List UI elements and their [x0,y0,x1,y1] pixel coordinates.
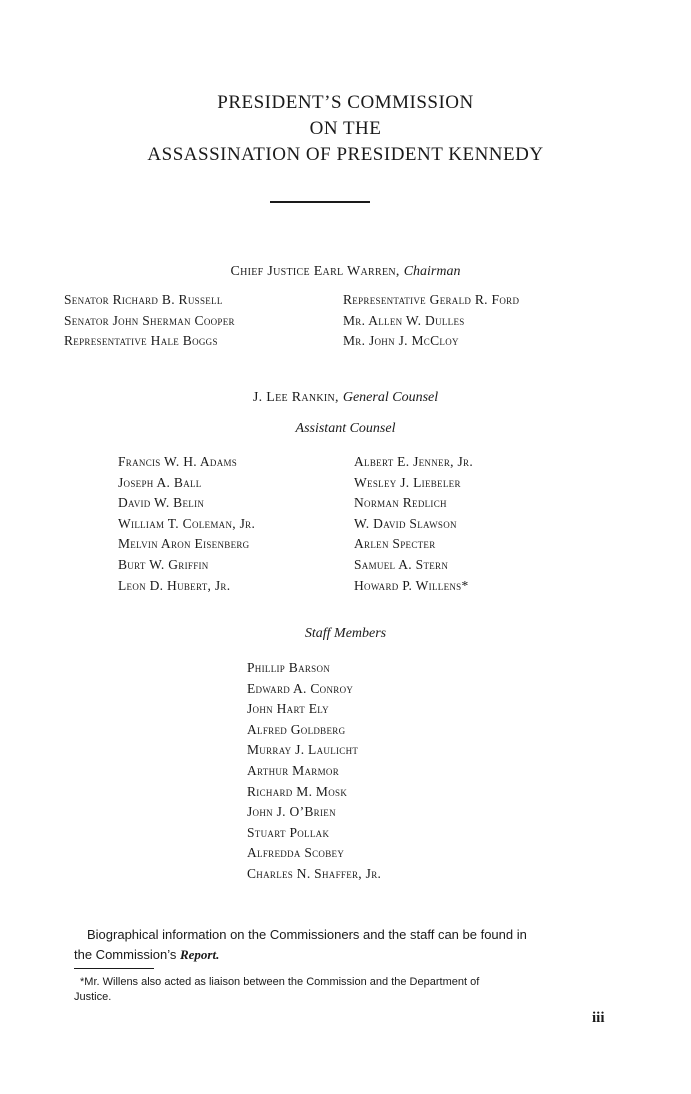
assistant-counsel-member: Howard P. Willens* [354,577,469,593]
biographical-note-line-1: Biographical information on the Commissioners and the staff can be found in [87,927,527,942]
assistant-counsel-member: Norman Redlich [354,495,447,511]
assistant-counsel-member: Albert E. Jenner, Jr. [354,454,474,469]
staff-member: Richard M. Mosk [247,783,348,799]
commissioners-right-column [343,290,519,352]
general-counsel-name: J. Lee Rankin, [252,390,339,405]
commissioners-left-column [64,290,235,352]
general-counsel-line [0,388,691,406]
footnote [74,975,614,1005]
biographical-note-line-2 [74,945,614,965]
commissioner: Senator Richard B. Russell [64,292,223,307]
footnote-line-1: *Mr. Willens also acted as liaison between the Commission and the Department of [80,976,480,988]
assistant-counsel-member: W. David Slawson [354,515,457,531]
assistant-counsel-left-column [118,452,255,596]
staff-member: Edward A. Conroy [247,680,354,696]
chairman-role: Chairman [403,264,461,279]
assistant-counsel-member: William T. Coleman, Jr. [118,515,256,531]
title-line-3: ASSASSINATION OF PRESIDENT KENNEDY [147,144,544,165]
staff-member: Arthur Marmor [247,762,339,778]
commissioner: Representative Hale Boggs [64,333,218,349]
title-line-2: ON THE [309,118,382,139]
biographical-note [74,925,614,965]
assistant-counsel-member: David W. Belin [118,495,205,511]
staff-member: John Hart Ely [247,701,329,717]
assistant-counsel-member: Leon D. Hubert, Jr. [118,577,231,593]
assistant-counsel-member: Samuel A. Stern [354,556,449,572]
commissioner: Representative Gerald R. Ford [343,292,520,307]
commissioner: Mr. Allen W. Dulles [343,312,465,328]
assistant-counsel-right-column [354,452,473,596]
assistant-counsel-member: Arlen Specter [354,536,436,552]
staff-member: Charles N. Shaffer, Jr. [247,865,382,881]
report-title: Report. [179,947,220,962]
chairman-line [0,262,691,280]
biographical-note-prefix: the Commission’s [74,947,177,962]
staff-member: Alfred Goldberg [247,721,346,737]
assistant-counsel-member: Joseph A. Ball [118,474,202,490]
staff-member: Alfredda Scobey [247,845,345,861]
chairman-name: Chief Justice Earl Warren, [230,264,400,279]
staff-member: John J. O’Brien [247,804,336,820]
assistant-counsel-member: Francis W. H. Adams [118,454,238,469]
staff-column [247,658,381,885]
staff-member: Murray J. Laulicht [247,742,359,758]
staff-member: Stuart Pollak [247,824,330,840]
staff-member: Phillip Barson [247,660,331,675]
assistant-counsel-member: Wesley J. Liebeler [354,474,461,490]
footnote-line-2: Justice. [74,991,112,1003]
title-divider [270,201,370,203]
page-number: iii [592,1010,605,1026]
general-counsel-role: General Counsel [342,390,439,405]
commissioner: Senator John Sherman Cooper [64,312,235,328]
title-line-1: PRESIDENT’S COMMISSION [217,92,474,113]
assistant-counsel-member: Burt W. Griffin [118,556,209,572]
assistant-counsel-member: Melvin Aron Eisenberg [118,536,250,552]
staff-heading: Staff Members [304,626,387,641]
assistant-counsel-heading: Assistant Counsel [295,421,396,436]
commissioner: Mr. John J. McCloy [343,333,459,349]
footnote-divider [74,968,154,969]
